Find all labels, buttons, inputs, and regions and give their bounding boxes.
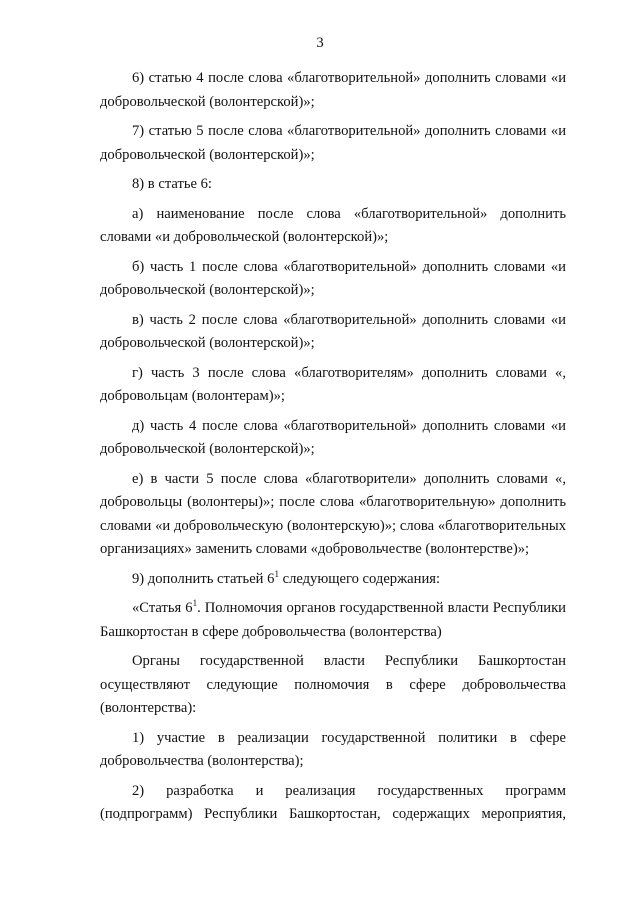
paragraph-item-6: 6) статью 4 после слова «благотворительной» дополнить словами «и добровольческой (волонтерской)»;	[100, 70, 566, 110]
paragraph-item-8: 8) в статье 6:	[132, 176, 212, 192]
article-heading-after: . Полномочия органов государственной власти Республики Башкортостан в сфере добровольчества (волонтерства)	[100, 600, 566, 640]
page-number: 3	[316, 35, 324, 51]
item9-superscript: 1	[274, 568, 279, 579]
article-heading-superscript: 1	[192, 598, 198, 608]
paragraph-item-7: 7) статью 5 после слова «благотворительной» дополнить словами «и добровольческой (волонтерской)»;	[100, 123, 566, 163]
paragraph-power-1: 1) участие в реализации государственной политики в сфере добровольчества (волонтерства);	[100, 729, 566, 769]
document-body	[100, 67, 566, 833]
paragraph-item-8g: г) часть 3 после слова «благотворителям» дополнить словами «, добровольцам (волонтерам)»;	[100, 364, 566, 404]
article-heading	[100, 597, 566, 644]
paragraph-item-8a: а) наименование после слова «благотворительной» дополнить словами «и добровольческой (волонтерской)»;	[100, 205, 566, 245]
article-heading-before: «Статья 6	[132, 600, 193, 616]
paragraph-item-8d: д) часть 4 после слова «благотворительной» дополнить словами «и добровольческой (волонтерской)»;	[100, 417, 566, 457]
paragraph-power-2: 2) разработка и реализация государственных программ (подпрограмм) Республики Башкортостан, содержащих мероприятия,	[100, 782, 566, 822]
paragraph-item-8b: б) часть 1 после слова «благотворительной» дополнить словами «и добровольческой (волонтерской)»;	[100, 258, 566, 298]
paragraph-item-8e: е) в части 5 после слова «благотворители» дополнить словами «, добровольцы (волонтеры)»; после слова «благотворительную» дополнить словами «и добровольческую (волонтерскую)»; слова «благотворительных организациях» заменить словами «добровольчестве (волонтерстве)»;	[100, 470, 566, 557]
item9-text-after: следующего содержания:	[278, 570, 441, 587]
paragraph-item-8v: в) часть 2 после слова «благотворительной» дополнить словами «и добровольческой (волонтерской)»;	[100, 311, 566, 351]
item9-text-before: 9) дополнить статьей 6	[132, 570, 275, 587]
paragraph-powers-intro: Органы государственной власти Республики Башкортостан осуществляют следующие полномочия в сфере добровольчества (волонтерства):	[100, 653, 566, 716]
paragraph-item-9	[100, 568, 566, 592]
